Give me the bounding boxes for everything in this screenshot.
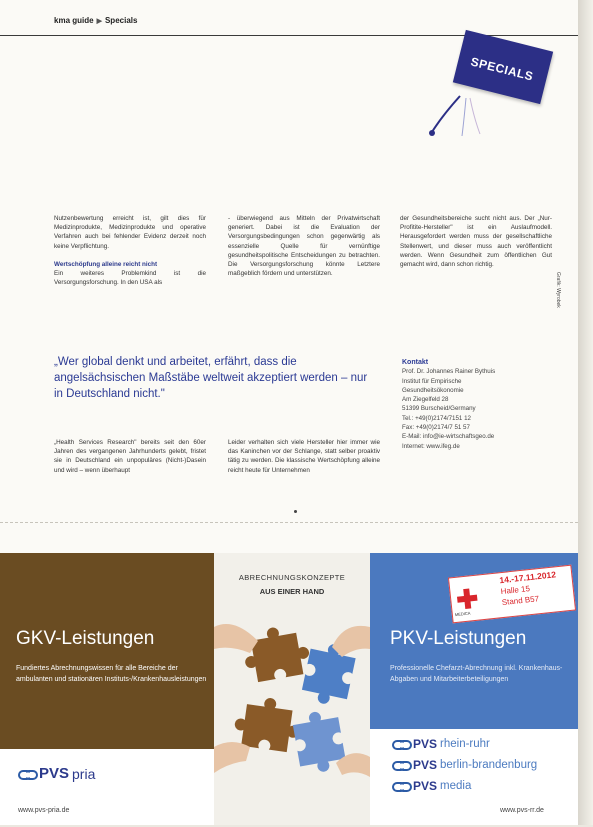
article-column-1 bbox=[54, 214, 206, 287]
pvs-word: PVS bbox=[413, 779, 438, 793]
breadcrumb bbox=[54, 16, 137, 25]
contact-fax: Fax: +49(0)2174/7 51 57 bbox=[402, 424, 470, 432]
puzzle-hands-illustration bbox=[214, 597, 370, 827]
pvs-media-logo bbox=[392, 779, 471, 793]
page-edge bbox=[578, 0, 593, 825]
breadcrumb-section: kma guide bbox=[54, 16, 94, 25]
pvs-suffix: berlin-brandenburg bbox=[440, 759, 538, 771]
pvs-word: PVS bbox=[413, 737, 438, 751]
pvs-logo-icon bbox=[392, 759, 410, 771]
pvs-pria-logo bbox=[18, 765, 95, 782]
col2-paragraph: - überwiegend aus Mitteln der Privatwirtschaft generiert. Dabei ist die Evaluation der Versorgungsbedingungen schon gegenwärtig als essenzielle Quelle für vernünftige gesundheitspolitische Entscheidungen zu betrachten. Die Versorgungsforschung könnte Letztere maßgeblich fördern und unterstützen. bbox=[228, 215, 380, 278]
advertisement bbox=[0, 553, 578, 825]
contact-box bbox=[402, 358, 552, 451]
bottom-col1-paragraph: „Health Services Research" bereits seit den 60er Jahren des vergangenen Jahrhunderts gelebt, fristet sie in Deutschland ein unpopuläres (Nicht-)Dasein und wird – wenn überhaupt bbox=[54, 439, 206, 474]
ad-heading: ABRECHNUNGSKONZEPTE bbox=[238, 573, 346, 582]
badge-date: 14.-17.11.2012 bbox=[498, 569, 557, 586]
contact-line: Gesundheitsökonomie bbox=[402, 386, 464, 394]
pull-quote: „Wer global denkt und arbeitet, erfährt, dass die angelsächsischen Maßstäbe weltweit akzeptiert werden – nur in Deutschland nicht." bbox=[54, 356, 368, 400]
ad-subheading: AUS EINER HAND bbox=[259, 587, 325, 596]
gkv-text: Fundiertes Abrechnungswissen für alle Bereiche der ambulanten und stationären Instituts-/Krankenhausleistungen bbox=[16, 665, 207, 683]
contact-heading: Kontakt bbox=[402, 359, 429, 366]
badge-stand: Stand B57 bbox=[501, 594, 540, 608]
medica-label: MEDICA bbox=[454, 610, 471, 618]
contact-phone: Tel.: +49(0)2174/7151 12 bbox=[402, 414, 471, 422]
col3-paragraph: der Gesundheitsbereiche sucht nicht aus. Der „Nur-Profitite-Hersteller" ist ein Auslaufmodell. Herausgefordert werden muss der gesellschaftliche Stellenwert, und dieser muss auch veröffentlicht werden. Wenn Gesundheit zum öffentlichen Gut gemacht wird, dann schon richtig. bbox=[400, 215, 552, 269]
bottom-col2-paragraph: Leider verhalten sich viele Hersteller hier immer wie das Kaninchen vor der Schlange, statt selber proaktiv tätig zu werden. Die klassische Wertschöpfung alleine reicht heute für Unternehmen bbox=[228, 439, 380, 474]
flag-label: SPECIALS bbox=[469, 54, 535, 84]
contact-website[interactable]: Internet: www.ifeg.de bbox=[402, 442, 460, 450]
ad-separator bbox=[0, 522, 578, 523]
pkv-text: Professionelle Chefarzt-Abrechnung inkl. Krankenhaus-Abgaben und Mitarbeiterbeteiligungen bbox=[390, 665, 563, 683]
contact-line: Institut für Empirische bbox=[402, 377, 462, 385]
pvs-word: PVS bbox=[39, 765, 70, 782]
specials-flag-illustration bbox=[420, 36, 555, 146]
badge-hall: Halle 15 bbox=[500, 584, 531, 597]
page-dot bbox=[294, 510, 297, 513]
article-bottom-column-2 bbox=[228, 438, 380, 475]
col1-paragraph-2: Ein weiteres Problemkind ist die Versorgungsforschung. In den USA als bbox=[54, 270, 206, 287]
left-url[interactable]: www.pvs-pria.de bbox=[18, 807, 70, 814]
pvs-rhein-ruhr-logo bbox=[392, 737, 490, 751]
contact-line: 51399 Burscheid/Germany bbox=[402, 405, 476, 413]
flag-pole-icon bbox=[420, 36, 555, 146]
contact-line: Prof. Dr. Johannes Rainer Bythuis bbox=[402, 368, 496, 376]
pkv-title: PKV-Leistungen bbox=[390, 628, 527, 649]
pvs-word: PVS bbox=[413, 758, 438, 772]
pvs-logo-icon bbox=[18, 768, 36, 780]
contact-email[interactable]: E-Mail: info@ie-wirtschaftsgeo.de bbox=[402, 433, 495, 441]
right-url[interactable]: www.pvs-rr.de bbox=[500, 807, 544, 814]
col1-paragraph: Nutzenbewertung erreicht ist, gilt dies für Medizinprodukte, Medizinprodukte und operative Verfahren auch bei fehlender Evidenz derzeit noch keine Verpflichtung. bbox=[54, 215, 206, 250]
pvs-suffix: pria bbox=[72, 765, 96, 782]
article-column-2 bbox=[228, 214, 380, 278]
breadcrumb-subsection: Specials bbox=[104, 16, 138, 25]
article-column-3 bbox=[400, 214, 552, 269]
pvs-logo-icon bbox=[392, 738, 410, 750]
col1-subheading: Wertschöpfung alleine reicht nicht bbox=[54, 260, 158, 268]
pvs-logo-icon bbox=[392, 780, 410, 792]
pvs-berlin-brandenburg-logo bbox=[392, 758, 537, 772]
pvs-suffix: rhein-ruhr bbox=[440, 738, 490, 750]
breadcrumb-separator-icon: ▶ bbox=[96, 18, 102, 25]
pvs-suffix: media bbox=[440, 780, 472, 792]
contact-line: Am Ziegelfeld 28 bbox=[402, 396, 449, 404]
image-credit: Grafik: Wyrobek bbox=[555, 272, 561, 308]
article-bottom-column-1 bbox=[54, 438, 206, 475]
gkv-title: GKV-Leistungen bbox=[16, 628, 155, 649]
medica-cross-icon bbox=[456, 588, 478, 610]
